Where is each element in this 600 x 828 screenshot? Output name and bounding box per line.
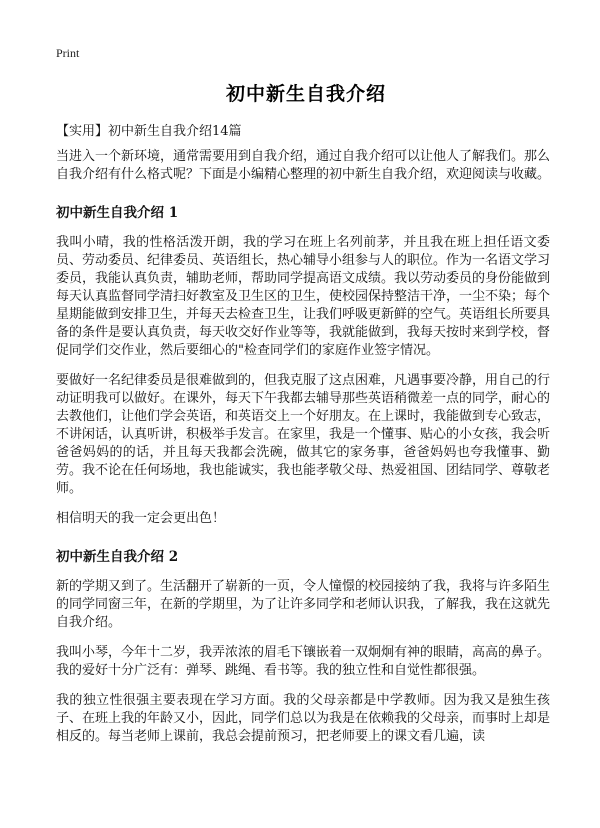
- section1-paragraph-2: 要做好一名纪律委员是很难做到的，但我克服了这点困难，凡遇事要冷静，用自己的行动证明我可以做好。在课外，每天下午我都去辅导那些英语稍微差一点的同学，耐心的去教他们，让他们学会英语，和英语交上一个好朋友。在上课时，我能做到专心致志，不讲闲话，认真听讲，积极举手发言。在家里，我是一个懂事、贴心的小女孩，我会听爸爸妈妈的的话，并且每天我都会洗碗，做其它的家务事，爸爸妈妈也夸我懂事、勤劳。我不论在任何场地，我也能诚实，我也能孝敬父母、热爱祖国、团结同学、尊敬老师。: [56, 373, 551, 496]
- section1-paragraph-1: 我叫小晴，我的性格活泼开朗，我的学习在班上名列前茅，并且我在班上担任语文委员、劳动委员、纪律委员、英语组长，热心辅导小组参与人的职位。作为一名语文学习委员，我能认真负责，辅助老师，帮助同学提高语文成绩。我以劳动委员的身份能做到每天认真监督同学清扫好教室及卫生区的卫生，使校园保持整洁干净，一尘不染；每个星期能做到安排卫生，并每天去检查卫生，让我们呼吸更新鲜的空气。英语组长所要具备的条件是要认真负责，每天收交好作业等等，我就能做到，我每天按时来到学校，督促同学们交作业，然后要细心的"检查同学们的家庭作业签字情况。: [56, 235, 551, 358]
- section1-paragraph-3: 相信明天的我一定会更出色！: [56, 511, 226, 526]
- print-link[interactable]: Print: [56, 46, 80, 60]
- section2-paragraph-3: 我的独立性很强主要表现在学习方面。我的父母亲都是中学教师。因为我又是独生孩子、在班上我的年龄又小，因此，同学们总以为我是在依赖我的父母亲，而事时上却是相反的。每当老师上课前，我总会提前预习，把老师要上的课文看几遍，读: [56, 693, 551, 744]
- page-title: 初中新生自我介绍: [225, 83, 386, 105]
- section2-paragraph-2: 我叫小琴，今年十二岁，我弄浓浓的眉毛下镶嵌着一双炯炯有神的眼睛，高高的鼻子。我的爱好十分广泛有：弹琴、跳绳、看书等。我的独立性和自觉性都很强。: [56, 645, 551, 678]
- section-heading-1: 初中新生自我介绍 1: [56, 205, 179, 221]
- section-heading-2: 初中新生自我介绍 2: [56, 549, 179, 565]
- section2-paragraph-1: 新的学期又到了。生活翻开了崭新的一页，令人憧憬的校园接纳了我，我将与许多陌生的同学同窗三年，在新的学期里，为了让许多同学和老师认识我，了解我，我在这就先自我介绍。: [56, 579, 551, 630]
- article-body: [56, 148, 550, 758]
- intro-paragraph: 当进入一个新环境，通常需要用到自我介绍，通过自我介绍可以让他人了解我们。那么自我介绍有什么格式呢？下面是小编精心整理的初中新生自我介绍，欢迎阅读与收藏。: [56, 149, 551, 182]
- article-subtitle: 【实用】初中新生自我介绍14篇: [56, 124, 242, 139]
